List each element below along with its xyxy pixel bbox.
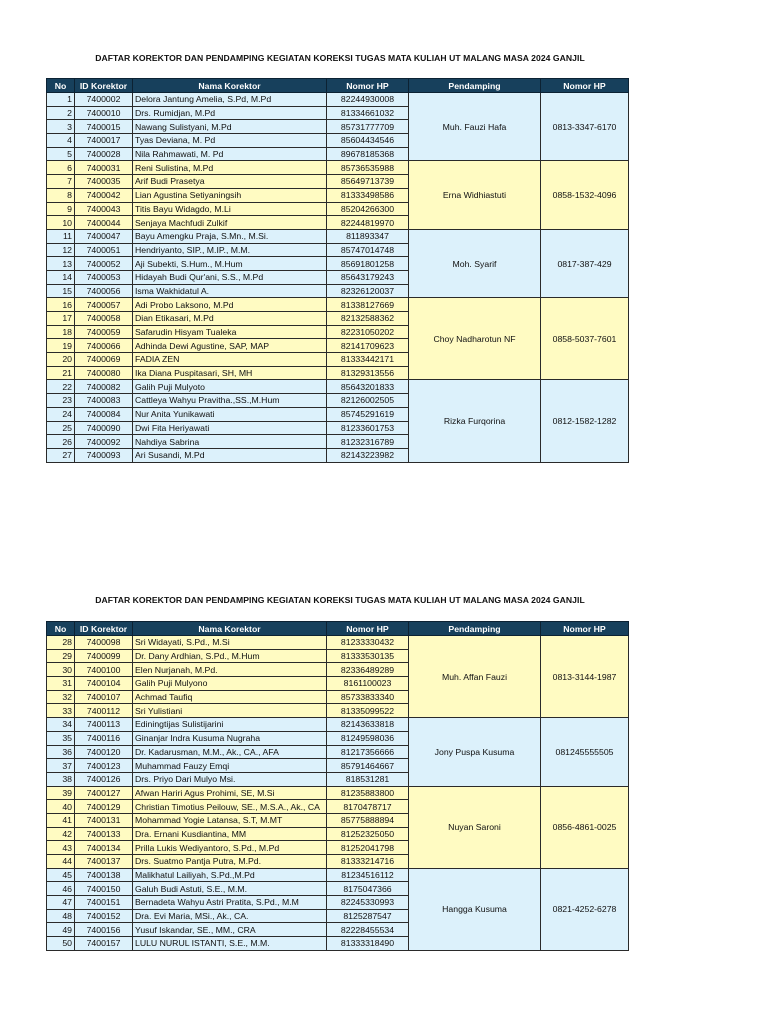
cell-no: 4 [47,134,75,148]
cell-pendamping-hp: 0813-3144-1987 [541,636,629,718]
cell-nomor-hp: 81333498586 [327,188,409,202]
cell-nomor-hp: 811893347 [327,229,409,243]
cell-id-korektor: 7400150 [75,882,133,896]
cell-no: 46 [47,882,75,896]
col-header-nomor-hp: Nomor HP [327,79,409,93]
cell-nama-korektor: Bayu Amengku Praja, S.Mn., M.Si. [133,229,327,243]
cell-nama-korektor: Yusuf Iskandar, SE., MM., CRA [133,923,327,937]
cell-nomor-hp: 81233330432 [327,636,409,650]
cell-pendamping-hp: 0858-1532-4096 [541,161,629,229]
cell-id-korektor: 7400129 [75,800,133,814]
cell-id-korektor: 7400043 [75,202,133,216]
cell-nama-korektor: Aji Subekti, S.Hum., M.Hum [133,257,327,271]
cell-pendamping: Jony Puspa Kusuma [409,718,541,786]
cell-nomor-hp: 81333214716 [327,855,409,869]
cell-no: 47 [47,896,75,910]
cell-id-korektor: 7400028 [75,147,133,161]
cell-id-korektor: 7400035 [75,175,133,189]
cell-nama-korektor: Tyas Deviana, M. Pd [133,134,327,148]
cell-pendamping-hp: 0813-3347-6170 [541,93,629,161]
cell-nama-korektor: Mohammad Yogie Latansa, S.T, M.MT [133,813,327,827]
cell-nama-korektor: Dian Etikasari, M.Pd [133,312,327,326]
cell-nama-korektor: Adi Probo Laksono, M.Pd [133,298,327,312]
cell-nama-korektor: Adhinda Dewi Agustine, SAP, MAP [133,339,327,353]
cell-nomor-hp: 81338127669 [327,298,409,312]
cell-id-korektor: 7400053 [75,270,133,284]
cell-nomor-hp: 85745291619 [327,407,409,421]
cell-nama-korektor: Titis Bayu Widagdo, M.Li [133,202,327,216]
col-header-nama-korektor: Nama Korektor [133,79,327,93]
cell-no: 25 [47,421,75,435]
cell-id-korektor: 7400100 [75,663,133,677]
cell-id-korektor: 7400017 [75,134,133,148]
cell-nama-korektor: Safarudin Hisyam Tualeka [133,325,327,339]
cell-nomor-hp: 85604434546 [327,134,409,148]
cell-id-korektor: 7400059 [75,325,133,339]
col-header-nomor-hp: Nomor HP [327,622,409,636]
cell-nama-korektor: Dra. Ernani Kusdiantina, MM [133,827,327,841]
table-row [47,380,629,394]
cell-no: 14 [47,270,75,284]
cell-no: 37 [47,759,75,773]
cell-id-korektor: 7400152 [75,909,133,923]
cell-id-korektor: 7400120 [75,745,133,759]
table-header-row [47,79,629,93]
cell-no: 18 [47,325,75,339]
cell-id-korektor: 7400010 [75,106,133,120]
cell-no: 13 [47,257,75,271]
cell-nama-korektor: Hidayah Budi Qur'ani, S.S., M.Pd [133,270,327,284]
cell-no: 12 [47,243,75,257]
cell-id-korektor: 7400051 [75,243,133,257]
table-row [47,718,629,732]
cell-nomor-hp: 82244819970 [327,216,409,230]
cell-nama-korektor: Christian Timotius Peilouw, SE., M.S.A., Ak., CA [133,800,327,814]
cell-pendamping: Rizka Furqorina [409,380,541,462]
cell-nomor-hp: 81333318490 [327,937,409,951]
cell-no: 45 [47,868,75,882]
cell-id-korektor: 7400084 [75,407,133,421]
cell-no: 40 [47,800,75,814]
cell-nomor-hp: 81334661032 [327,106,409,120]
cell-no: 29 [47,649,75,663]
cell-id-korektor: 7400104 [75,677,133,691]
cell-nomor-hp: 85775888894 [327,813,409,827]
cell-nama-korektor: Galuh Budi Astuti, S.E., M.M. [133,882,327,896]
cell-no: 1 [47,93,75,107]
cell-no: 8 [47,188,75,202]
cell-nomor-hp: 82244930008 [327,93,409,107]
cell-id-korektor: 7400157 [75,937,133,951]
cell-nama-korektor: Elen Nurjanah, M.Pd. [133,663,327,677]
page-title-section-2: DAFTAR KOREKTOR DAN PENDAMPING KEGIATAN KOREKSI TUGAS MATA KULIAH UT MALANG MASA 2024 GANJIL [95,595,585,605]
cell-nomor-hp: 85747014748 [327,243,409,257]
cell-nomor-hp: 82228455534 [327,923,409,937]
korektor-table-section-1 [46,78,629,463]
cell-nama-korektor: Cattleya Wahyu Pravitha.,SS.,M.Hum [133,394,327,408]
cell-pendamping-hp: 0812-1582-1282 [541,380,629,462]
cell-id-korektor: 7400090 [75,421,133,435]
cell-nama-korektor: Isma Wakhidatul A. [133,284,327,298]
cell-no: 30 [47,663,75,677]
cell-nama-korektor: Dra. Evi Maria, MSi., Ak., CA. [133,909,327,923]
cell-no: 32 [47,690,75,704]
cell-no: 20 [47,353,75,367]
cell-nomor-hp: 82326120037 [327,284,409,298]
cell-nomor-hp: 81329313556 [327,366,409,380]
cell-no: 16 [47,298,75,312]
cell-id-korektor: 7400127 [75,786,133,800]
cell-nama-korektor: Dwi Fita Heriyawati [133,421,327,435]
cell-no: 35 [47,731,75,745]
table-row [47,161,629,175]
cell-nomor-hp: 85204266300 [327,202,409,216]
cell-no: 10 [47,216,75,230]
cell-no: 44 [47,855,75,869]
cell-id-korektor: 7400126 [75,772,133,786]
cell-id-korektor: 7400151 [75,896,133,910]
cell-pendamping-hp: 0821-4252-6278 [541,868,629,950]
cell-no: 23 [47,394,75,408]
cell-id-korektor: 7400138 [75,868,133,882]
cell-no: 42 [47,827,75,841]
table-body-section-1 [47,93,629,463]
cell-nama-korektor: Nur Anita Yunikawati [133,407,327,421]
cell-nama-korektor: Galih Puji Mulyoto [133,380,327,394]
cell-nomor-hp: 81335099522 [327,704,409,718]
table-row [47,93,629,107]
cell-nomor-hp: 81252325050 [327,827,409,841]
cell-id-korektor: 7400057 [75,298,133,312]
cell-nama-korektor: Drs. Priyo Dari Mulyo Msi. [133,772,327,786]
cell-nama-korektor: Hendriyanto, SIP., M.IP., M.M. [133,243,327,257]
cell-no: 7 [47,175,75,189]
cell-nama-korektor: Drs. Suatmo Pantja Putra, M.Pd. [133,855,327,869]
cell-pendamping-hp: 081245555505 [541,718,629,786]
cell-nama-korektor: Nahdiya Sabrina [133,435,327,449]
cell-nama-korektor: Sri Yulistiani [133,704,327,718]
cell-nomor-hp: 82141709623 [327,339,409,353]
cell-nama-korektor: Arif Budi Prasetya [133,175,327,189]
cell-no: 39 [47,786,75,800]
cell-nama-korektor: Delora Jantung Amelia, S.Pd, M.Pd [133,93,327,107]
cell-nama-korektor: Galih Puji Mulyono [133,677,327,691]
cell-id-korektor: 7400093 [75,448,133,462]
col-header-id-korektor: ID Korektor [75,79,133,93]
cell-nomor-hp: 8161100023 [327,677,409,691]
cell-id-korektor: 7400015 [75,120,133,134]
cell-id-korektor: 7400083 [75,394,133,408]
cell-nomor-hp: 82143223982 [327,448,409,462]
cell-pendamping: Muh. Affan Fauzi [409,636,541,718]
cell-nomor-hp: 8175047366 [327,882,409,896]
col-header-pendamping: Pendamping [409,79,541,93]
col-header-no: No [47,79,75,93]
col-header-nomor-hp-pendamping: Nomor HP [541,622,629,636]
cell-no: 5 [47,147,75,161]
cell-nama-korektor: FADIA ZEN [133,353,327,367]
cell-nama-korektor: LULU NURUL ISTANTI, S.E., M.M. [133,937,327,951]
col-header-nomor-hp-pendamping: Nomor HP [541,79,629,93]
cell-id-korektor: 7400133 [75,827,133,841]
cell-no: 43 [47,841,75,855]
cell-pendamping-hp: 0858-5037-7601 [541,298,629,380]
table-body-section-2 [47,636,629,951]
cell-nomor-hp: 81233601753 [327,421,409,435]
cell-nama-korektor: Senjaya Machfudi Zulkif [133,216,327,230]
cell-no: 22 [47,380,75,394]
cell-id-korektor: 7400112 [75,704,133,718]
cell-no: 2 [47,106,75,120]
cell-nama-korektor: Prilla Lukis Wediyantoro, S.Pd., M.Pd [133,841,327,855]
cell-no: 49 [47,923,75,937]
cell-nomor-hp: 81249598036 [327,731,409,745]
cell-nomor-hp: 81217356666 [327,745,409,759]
cell-no: 3 [47,120,75,134]
cell-no: 31 [47,677,75,691]
cell-nomor-hp: 82143633818 [327,718,409,732]
cell-no: 21 [47,366,75,380]
cell-nomor-hp: 8125287547 [327,909,409,923]
cell-id-korektor: 7400099 [75,649,133,663]
cell-no: 41 [47,813,75,827]
cell-nomor-hp: 85643179243 [327,270,409,284]
cell-nomor-hp: 82132588362 [327,312,409,326]
cell-id-korektor: 7400042 [75,188,133,202]
cell-nama-korektor: Muhammad Fauzy Emqi [133,759,327,773]
page-title-section-1: DAFTAR KOREKTOR DAN PENDAMPING KEGIATAN KOREKSI TUGAS MATA KULIAH UT MALANG MASA 2024 GANJIL [95,53,585,63]
cell-pendamping-hp: 0817-387-429 [541,229,629,297]
cell-id-korektor: 7400137 [75,855,133,869]
cell-nomor-hp: 85731777709 [327,120,409,134]
cell-no: 28 [47,636,75,650]
cell-nomor-hp: 81252041798 [327,841,409,855]
cell-pendamping: Muh. Fauzi Hafa [409,93,541,161]
cell-nomor-hp: 82245330993 [327,896,409,910]
cell-nama-korektor: Dr. Kadarusman, M.M., Ak., CA., AFA [133,745,327,759]
table-row [47,868,629,882]
cell-id-korektor: 7400134 [75,841,133,855]
cell-id-korektor: 7400116 [75,731,133,745]
table-row [47,298,629,312]
cell-nomor-hp: 81232316789 [327,435,409,449]
cell-no: 50 [47,937,75,951]
cell-no: 38 [47,772,75,786]
cell-id-korektor: 7400113 [75,718,133,732]
cell-nama-korektor: Drs. Rumidjan, M.Pd [133,106,327,120]
cell-nama-korektor: Reni Sulistina, M.Pd [133,161,327,175]
cell-nama-korektor: Nila Rahmawati, M. Pd [133,147,327,161]
cell-nama-korektor: Ari Susandi, M.Pd [133,448,327,462]
col-header-pendamping: Pendamping [409,622,541,636]
cell-pendamping: Choy Nadharotun NF [409,298,541,380]
cell-nomor-hp: 82336489289 [327,663,409,677]
cell-id-korektor: 7400082 [75,380,133,394]
cell-no: 26 [47,435,75,449]
cell-id-korektor: 7400066 [75,339,133,353]
cell-no: 6 [47,161,75,175]
cell-id-korektor: 7400131 [75,813,133,827]
cell-nomor-hp: 85691801258 [327,257,409,271]
cell-id-korektor: 7400052 [75,257,133,271]
cell-id-korektor: 7400107 [75,690,133,704]
cell-nama-korektor: Ginanjar Indra Kusuma Nugraha [133,731,327,745]
cell-nama-korektor: Bernadeta Wahyu Astri Pratita, S.Pd., M.M [133,896,327,910]
cell-pendamping: Nuyan Saroni [409,786,541,868]
cell-pendamping: Hangga Kusuma [409,868,541,950]
cell-nomor-hp: 82231050202 [327,325,409,339]
korektor-table-section-2 [46,621,629,951]
cell-id-korektor: 7400002 [75,93,133,107]
cell-no: 33 [47,704,75,718]
cell-nomor-hp: 82126002505 [327,394,409,408]
cell-nomor-hp: 818531281 [327,772,409,786]
cell-no: 19 [47,339,75,353]
cell-no: 48 [47,909,75,923]
cell-no: 36 [47,745,75,759]
cell-nomor-hp: 85733833340 [327,690,409,704]
col-header-nama-korektor: Nama Korektor [133,622,327,636]
cell-id-korektor: 7400098 [75,636,133,650]
cell-id-korektor: 7400058 [75,312,133,326]
cell-id-korektor: 7400156 [75,923,133,937]
cell-nomor-hp: 85736535988 [327,161,409,175]
cell-id-korektor: 7400047 [75,229,133,243]
cell-id-korektor: 7400044 [75,216,133,230]
cell-pendamping: Erna Widhiastuti [409,161,541,229]
cell-nomor-hp: 85649713739 [327,175,409,189]
cell-id-korektor: 7400056 [75,284,133,298]
cell-nama-korektor: Ika Diana Puspitasari, SH, MH [133,366,327,380]
cell-id-korektor: 7400069 [75,353,133,367]
cell-nomor-hp: 81333530135 [327,649,409,663]
col-header-id-korektor: ID Korektor [75,622,133,636]
cell-no: 15 [47,284,75,298]
table-row [47,229,629,243]
col-header-no: No [47,622,75,636]
cell-nomor-hp: 85791464667 [327,759,409,773]
cell-no: 34 [47,718,75,732]
cell-nomor-hp: 81333442171 [327,353,409,367]
cell-nomor-hp: 81235883800 [327,786,409,800]
cell-id-korektor: 7400092 [75,435,133,449]
cell-nama-korektor: Sri Widayati, S.Pd., M.Si [133,636,327,650]
table-header-row [47,622,629,636]
cell-id-korektor: 7400080 [75,366,133,380]
table-row [47,636,629,650]
cell-nomor-hp: 85643201833 [327,380,409,394]
cell-no: 24 [47,407,75,421]
cell-nama-korektor: Lian Agustina Setiyaningsih [133,188,327,202]
cell-id-korektor: 7400031 [75,161,133,175]
cell-pendamping: Moh. Syarif [409,229,541,297]
cell-no: 17 [47,312,75,326]
cell-nama-korektor: Dr. Dany Ardhian, S.Pd., M.Hum [133,649,327,663]
cell-no: 9 [47,202,75,216]
cell-id-korektor: 7400123 [75,759,133,773]
cell-nama-korektor: Afwan Hariri Agus Prohimi, SE, M.Si [133,786,327,800]
cell-pendamping-hp: 0856-4861-0025 [541,786,629,868]
table-row [47,786,629,800]
cell-nama-korektor: Nawang Sulistyani, M.Pd [133,120,327,134]
cell-no: 27 [47,448,75,462]
cell-nama-korektor: Achmad Taufiq [133,690,327,704]
cell-nama-korektor: Ediningtijas Sulistijarini [133,718,327,732]
cell-nomor-hp: 89678185368 [327,147,409,161]
cell-nama-korektor: Malikhatul Lailiyah, S.Pd.,M.Pd [133,868,327,882]
cell-nomor-hp: 8170478717 [327,800,409,814]
cell-no: 11 [47,229,75,243]
cell-nomor-hp: 81234516112 [327,868,409,882]
